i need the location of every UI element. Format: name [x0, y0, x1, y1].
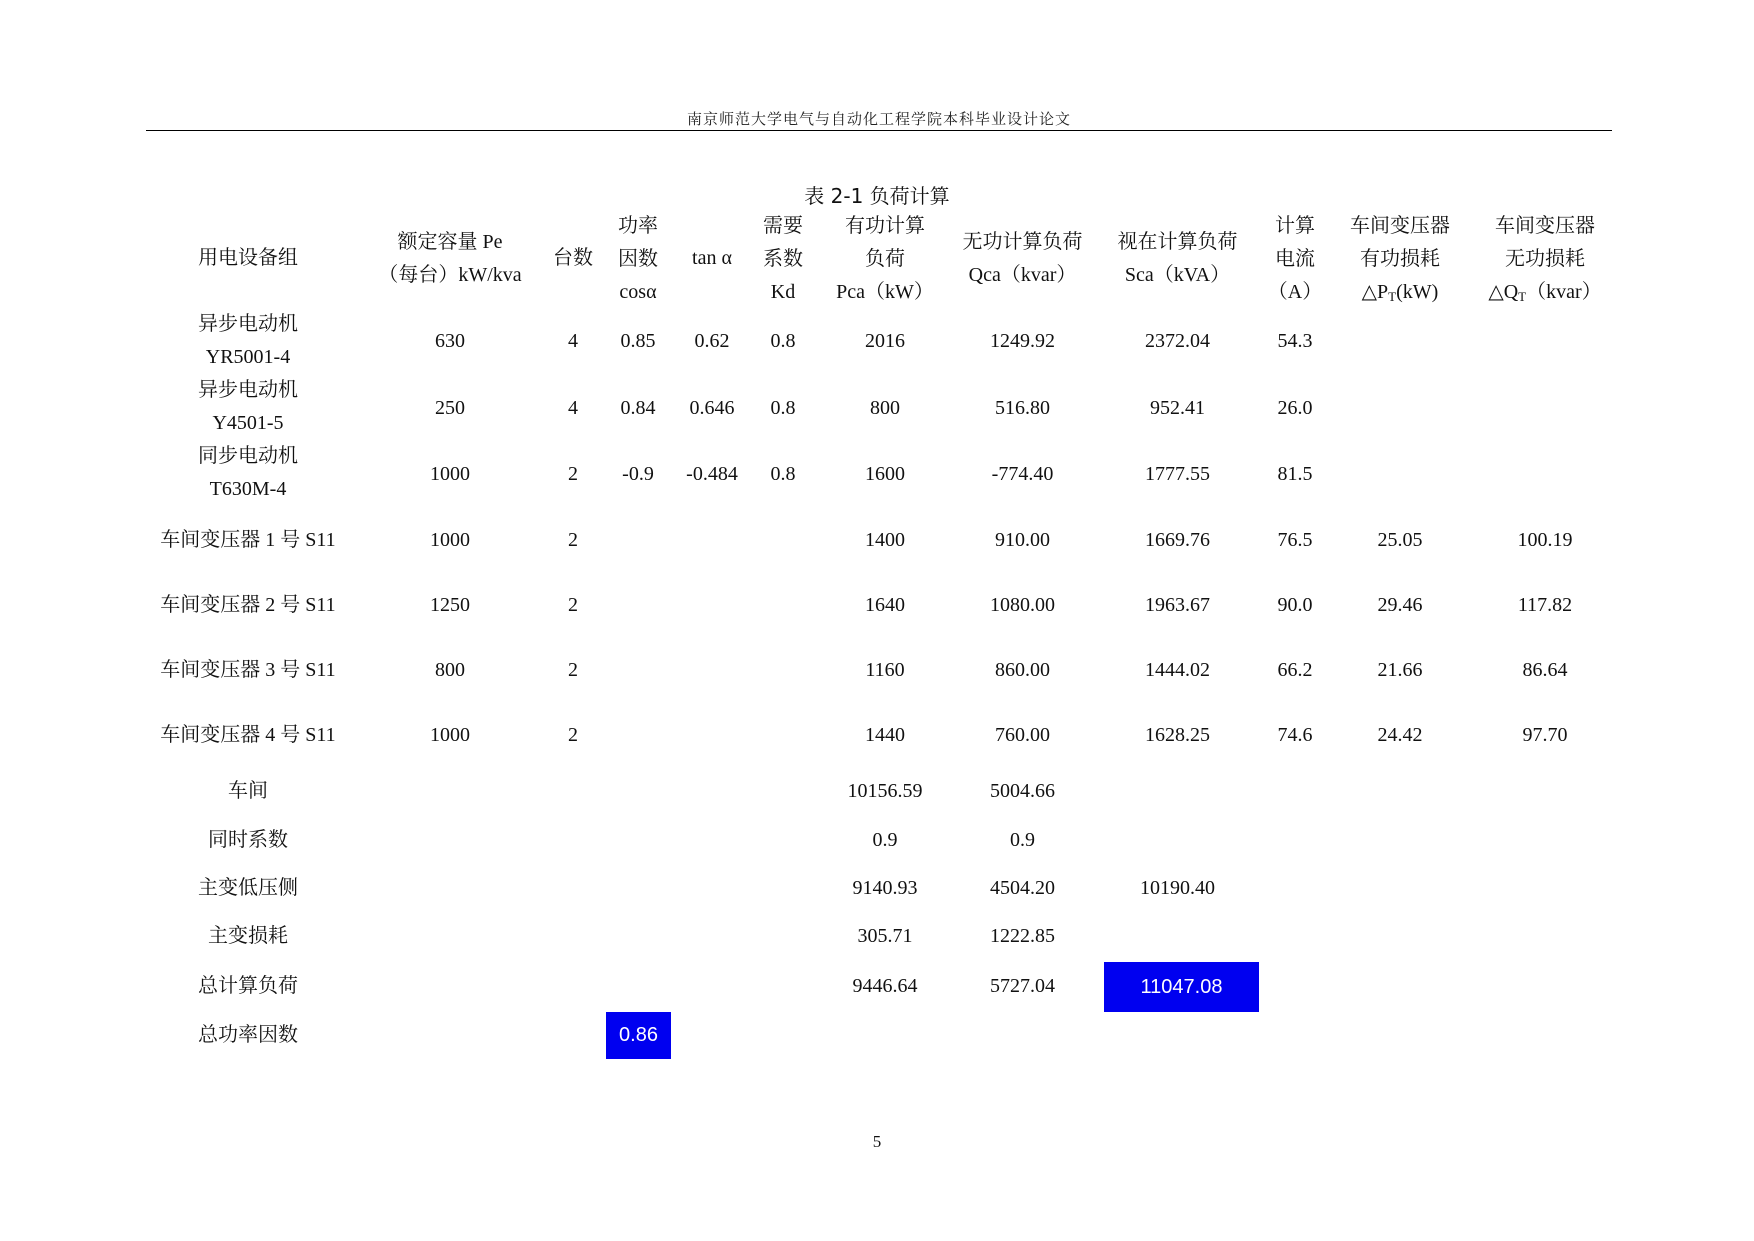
col-header-transformer-reactive-loss: 车间变压器 无功损耗 $\triangle Q_T(kvar)$ [1488, 215, 1602, 304]
cell-dp: 24.42 [1377, 724, 1423, 746]
cell-dq: 117.82 [1517, 594, 1573, 616]
cell-p: 1600 [865, 463, 905, 485]
cell-q: 1249.92 [990, 330, 1055, 352]
cell-q: 760.00 [995, 724, 1050, 746]
total-power-factor-highlight: 0.86 [606, 1012, 671, 1059]
row-name: 异步电动机 Y4501-5 [198, 379, 298, 434]
cell-tan: -0.484 [686, 463, 738, 485]
cell-pe: 1250 [430, 594, 470, 616]
cell-s: 1963.67 [1145, 594, 1210, 616]
summary-q: 5004.66 [990, 780, 1055, 802]
cell-i: 54.3 [1277, 330, 1313, 352]
cell-pe: 250 [435, 397, 465, 419]
cell-s: 1669.76 [1145, 529, 1210, 551]
col-header-rated-capacity: 额定容量 Pe （每台）kW/kva [378, 231, 522, 286]
cell-dq: 100.19 [1517, 529, 1573, 551]
row-name: 同步电动机 T630M-4 [198, 445, 298, 500]
cell-s: 1444.02 [1145, 659, 1210, 681]
row-name: 车间变压器 4 号 S11 [160, 724, 336, 746]
row-name: 异步电动机 YR5001-4 [198, 313, 298, 368]
cell-count: 2 [568, 463, 578, 485]
summary-name: 同时系数 [208, 829, 288, 851]
cell-dq: 86.64 [1522, 659, 1568, 681]
cell-dq: 97.70 [1522, 724, 1568, 746]
col-header-transformer-active-loss: 车间变压器 有功损耗 $\triangle P_T(kW)$ [1350, 215, 1450, 304]
cell-q: 1080.00 [990, 594, 1055, 616]
cell-p: 800 [870, 397, 900, 419]
cell-count: 2 [568, 659, 578, 681]
cell-p: 1440 [865, 724, 905, 746]
cell-i: 74.6 [1277, 724, 1313, 746]
cell-count: 2 [568, 529, 578, 551]
row-name: 车间变压器 3 号 S11 [160, 659, 336, 681]
summary-name: 主变低压侧 [198, 877, 298, 899]
page-header-title: 南京师范大学电气与自动化工程学院本科毕业设计论文 [686, 110, 1071, 128]
cell-pe: 1000 [430, 529, 470, 551]
col-header-active-load: 有功计算 负荷 Pca（kW） [836, 215, 934, 303]
col-header-power-factor: 功率 因数 cosα [618, 215, 658, 303]
summary-name: 总计算负荷 [198, 975, 298, 997]
summary-name: 车间 [228, 780, 268, 802]
summary-q: 4504.20 [990, 877, 1055, 899]
cell-i: 66.2 [1277, 659, 1313, 681]
cell-pe: 1000 [430, 463, 470, 485]
cell-kd: 0.8 [770, 330, 796, 352]
cell-count: 4 [568, 397, 578, 419]
cell-i: 81.5 [1277, 463, 1313, 485]
col-header-current: 计算 电流 （A） [1267, 215, 1323, 303]
summary-name: 总功率因数 [198, 1024, 298, 1046]
col-header-count: 台数 [553, 247, 593, 269]
summary-p: 0.9 [872, 829, 898, 851]
cell-p: 1160 [865, 659, 905, 681]
cell-p: 1400 [865, 529, 905, 551]
cell-i: 26.0 [1277, 397, 1313, 419]
cell-dp: 25.05 [1377, 529, 1423, 551]
col-header-apparent-load: 视在计算负荷 Sca（kVA） [1117, 231, 1238, 286]
cell-i: 76.5 [1277, 529, 1313, 551]
cell-kd: 0.8 [770, 463, 796, 485]
col-header-reactive-load: 无功计算负荷 Qca（kvar） [962, 231, 1083, 286]
summary-p: 10156.59 [847, 780, 923, 802]
summary-q: 5727.04 [990, 975, 1055, 997]
row-name: 车间变压器 2 号 S11 [160, 594, 336, 616]
summary-s: 10190.40 [1140, 877, 1215, 899]
cell-q: 516.80 [995, 397, 1050, 419]
table-caption: 表 2-1 负荷计算 [804, 184, 950, 208]
cell-s: 1628.25 [1145, 724, 1210, 746]
summary-p: 305.71 [857, 925, 913, 947]
row-name: 车间变压器 1 号 S11 [160, 529, 336, 551]
col-header-demand-factor: 需要 系数 Kd [763, 215, 803, 303]
cell-count: 2 [568, 724, 578, 746]
total-apparent-load-highlight: 11047.08 [1104, 962, 1259, 1012]
summary-p: 9140.93 [852, 877, 918, 899]
cell-tan: 0.646 [689, 397, 735, 419]
cell-kd: 0.8 [770, 397, 796, 419]
summary-p: 9446.64 [852, 975, 918, 997]
cell-s: 1777.55 [1145, 463, 1210, 485]
cell-q: 860.00 [995, 659, 1050, 681]
cell-pe: 630 [435, 330, 465, 352]
cell-tan: 0.62 [694, 330, 730, 352]
cell-count: 2 [568, 594, 578, 616]
cell-s: 2372.04 [1145, 330, 1210, 352]
cell-q: 910.00 [995, 529, 1050, 551]
cell-i: 90.0 [1277, 594, 1313, 616]
page-number: 5 [872, 1132, 882, 1151]
cell-p: 1640 [865, 594, 905, 616]
cell-dp: 21.66 [1377, 659, 1423, 681]
summary-name: 主变损耗 [208, 925, 288, 947]
cell-pe: 1000 [430, 724, 470, 746]
cell-cos: 0.85 [620, 330, 656, 352]
col-header-equipment-group: 用电设备组 [198, 247, 298, 269]
page-header [146, 96, 1612, 131]
summary-q: 1222.85 [990, 925, 1055, 947]
summary-q: 0.9 [1010, 829, 1035, 851]
cell-q: -774.40 [991, 463, 1054, 485]
cell-dp: 29.46 [1377, 594, 1423, 616]
cell-cos: 0.84 [620, 397, 656, 419]
cell-cos: -0.9 [622, 463, 654, 485]
cell-s: 952.41 [1150, 397, 1205, 419]
cell-pe: 800 [435, 659, 465, 681]
cell-count: 4 [568, 330, 578, 352]
cell-p: 2016 [865, 330, 905, 352]
col-header-tan: tan α [692, 247, 732, 269]
